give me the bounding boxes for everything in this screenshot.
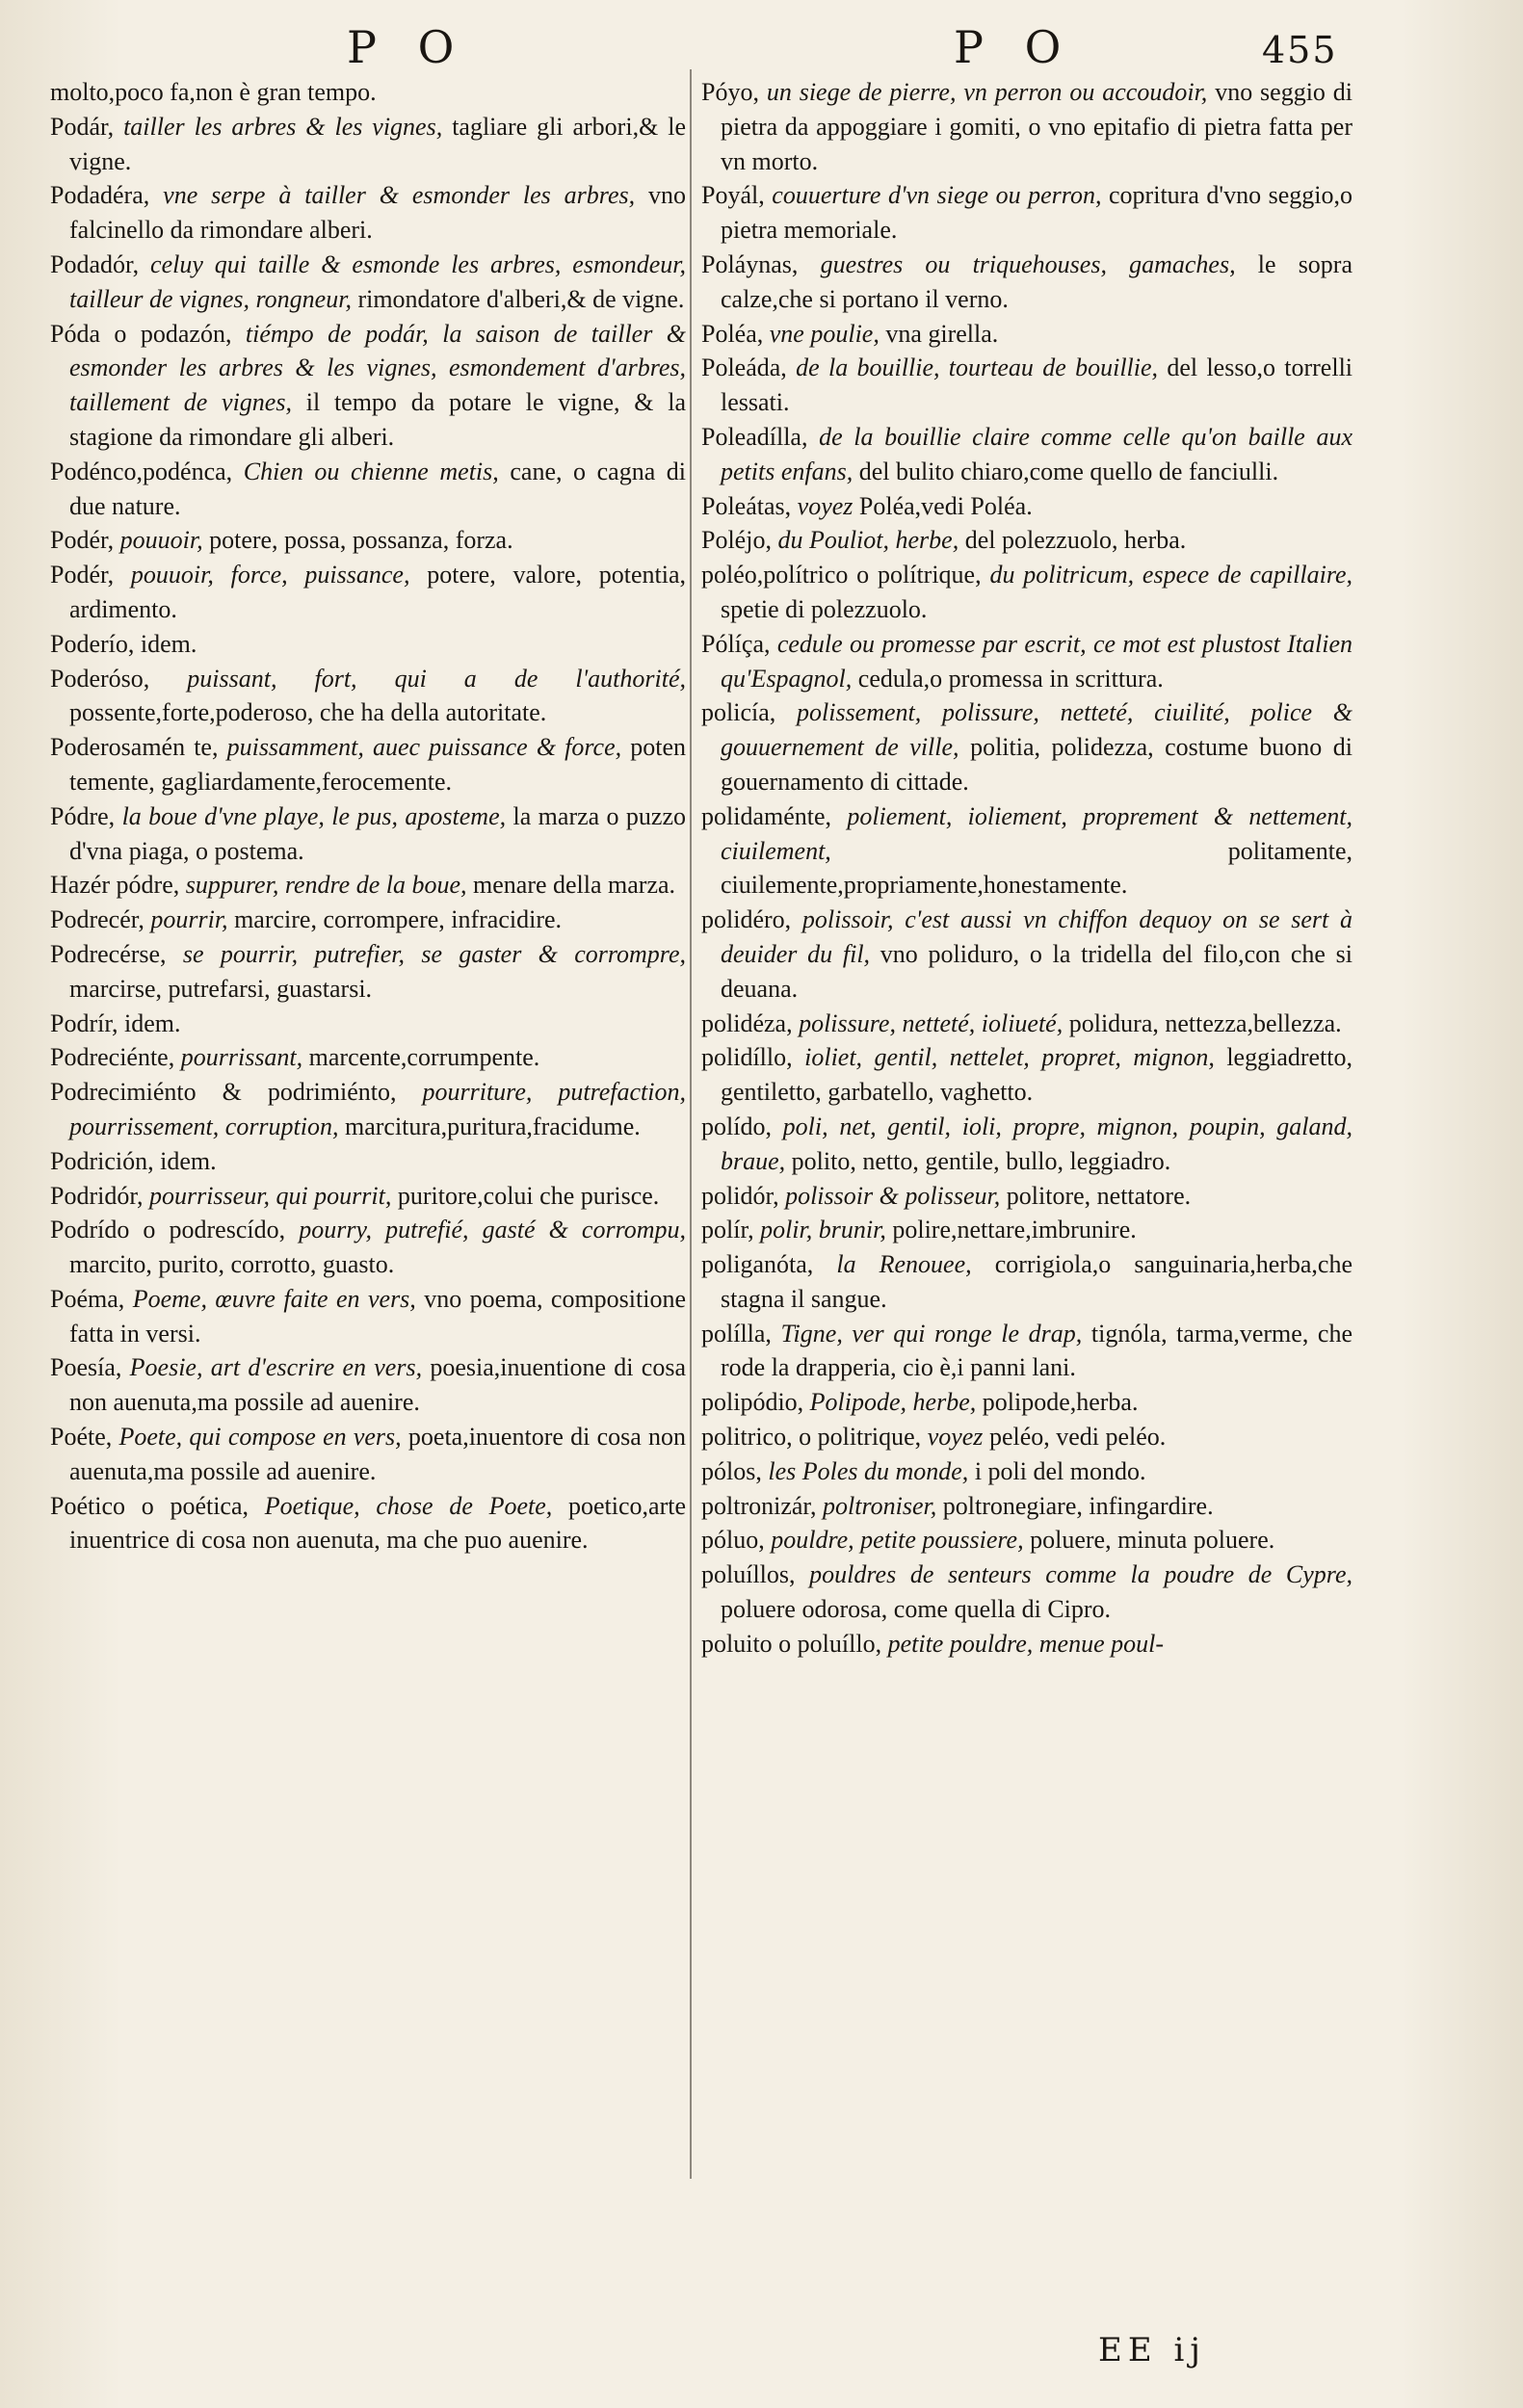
- headword: Poleátas,: [701, 491, 792, 520]
- headword: polidéro,: [701, 905, 792, 934]
- dictionary-entry: [50, 558, 686, 627]
- dictionary-entry: [701, 1040, 1352, 1110]
- dictionary-entry: [701, 1489, 1352, 1524]
- headword: Póyo,: [701, 78, 759, 106]
- headword: Poleadílla,: [701, 422, 808, 451]
- dictionary-entry: [701, 1007, 1352, 1041]
- french-gloss: polissement, polissure, netteté, ciuilité, police & gouuernement de ville,: [721, 698, 1353, 762]
- dictionary-entry: [701, 1385, 1352, 1420]
- italian-gloss: politia, polidezza, costume buono di gouernamento di cittade.: [721, 733, 1353, 796]
- french-gloss: la Renouee,: [836, 1250, 972, 1279]
- french-gloss: petite pouldre, menue poul-: [887, 1629, 1164, 1658]
- french-gloss: Chien ou chienne metis,: [243, 457, 499, 485]
- italian-gloss: copritura d'vno seggio,o pietra memoriale.: [721, 181, 1353, 245]
- french-gloss: se pourrir, putrefier, se gaster & corrompre,: [182, 939, 686, 968]
- dictionary-entry: [701, 420, 1352, 489]
- french-gloss: Poesie, art d'escrire en vers,: [129, 1353, 423, 1382]
- headword: Podrído o podrescído,: [50, 1216, 286, 1244]
- headword: Poético o poética,: [50, 1491, 249, 1520]
- french-gloss: poli, net, gentil, ioli, propre, mignon, poupin, galand, braue,: [721, 1112, 1353, 1175]
- french-gloss: Poete, qui compose en vers,: [118, 1423, 402, 1452]
- headword: polidór,: [701, 1181, 779, 1210]
- italian-gloss: poluere odorosa, come quella di Cipro.: [721, 1595, 1112, 1624]
- french-gloss: voyez: [927, 1423, 984, 1452]
- dictionary-entry: [50, 1489, 686, 1558]
- french-gloss: guestres ou triquehouses, gamaches,: [820, 249, 1236, 278]
- dictionary-entry: [701, 178, 1352, 248]
- italian-gloss: tignóla, tarma,verme, che rode la drapperia, cio è,i panni lani.: [721, 1319, 1352, 1382]
- dictionary-entry: [50, 1282, 686, 1351]
- headword: polidaménte,: [701, 801, 832, 830]
- italian-gloss: polire,nettare,imbrunire.: [892, 1216, 1137, 1244]
- dictionary-entry: [50, 178, 686, 248]
- dictionary-entry: [50, 317, 686, 455]
- french-gloss: Tigne, ver qui ronge le drap,: [780, 1319, 1083, 1348]
- dictionary-entry: [50, 455, 686, 524]
- left-column: [50, 75, 686, 1557]
- italian-gloss: idem.: [160, 1146, 217, 1175]
- dictionary-entry: [50, 627, 686, 662]
- headword: poliganóta,: [701, 1250, 814, 1279]
- headword: Póda o podazón,: [50, 319, 232, 348]
- italian-gloss: polipode,herba.: [982, 1388, 1139, 1417]
- dictionary-entry: [50, 868, 686, 903]
- french-gloss: tailler les arbres & les vignes,: [123, 112, 443, 141]
- french-gloss: polissure, netteté, ioliueté,: [799, 1008, 1063, 1037]
- italian-gloss: possente,forte,poderoso, che ha della autoritate.: [69, 698, 547, 727]
- page-number: 455: [1262, 29, 1338, 71]
- italian-gloss: del lesso,o torrelli lessati.: [721, 353, 1353, 417]
- dictionary-entry: [701, 799, 1352, 903]
- dictionary-entry: [50, 1213, 686, 1282]
- headword: Podénco,podénca,: [50, 457, 233, 485]
- dictionary-entry: [701, 695, 1352, 798]
- french-gloss: cedule ou promesse par escrit, ce mot est plustost Italien qu'Espagnol,: [721, 629, 1352, 693]
- headword: Hazér pódre,: [50, 871, 180, 900]
- headword: polidíllo,: [701, 1043, 793, 1072]
- italian-gloss: politore, nettatore.: [1006, 1181, 1192, 1210]
- italian-gloss: del bulito chiaro,come quello de fanciulli.: [858, 457, 1279, 485]
- headword: poléo,polítrico o polítrique,: [701, 561, 982, 589]
- italian-gloss: peléo, vedi peléo.: [988, 1423, 1167, 1452]
- headword: Poléjo,: [701, 526, 772, 555]
- right-column: [701, 75, 1352, 1662]
- italian-gloss: poesia,inuentione di cosa non auenuta,ma possile ad auenire.: [69, 1353, 687, 1417]
- dictionary-entry: [50, 1007, 686, 1041]
- italian-gloss: marcirse, putrefarsi, guastarsi.: [69, 974, 373, 1003]
- french-gloss: un siege de pierre, vn perron ou accoudoir,: [766, 78, 1208, 106]
- italian-gloss: il tempo da potare le vigne, & la stagione da rimondare gli alberi.: [69, 388, 687, 451]
- italian-gloss: politamente, ciuilemente,propriamente,honestamente.: [721, 836, 1352, 900]
- headword: Poderosamén te,: [50, 733, 219, 762]
- dictionary-entry: [701, 1213, 1352, 1247]
- french-gloss: Polipode, herbe,: [809, 1388, 977, 1417]
- french-gloss: la boue d'vne playe, le pus, aposteme,: [121, 801, 507, 830]
- french-gloss: polir, brunir,: [760, 1216, 886, 1244]
- dictionary-entry: [50, 1420, 686, 1489]
- french-gloss: poltroniser,: [823, 1491, 937, 1520]
- italian-gloss: vno poema, compositione fatta in versi.: [69, 1284, 687, 1348]
- headword: pólos,: [701, 1456, 762, 1485]
- headword: Poláynas,: [701, 249, 799, 278]
- dictionary-entry: [701, 1420, 1352, 1454]
- italian-gloss: Poléa,vedi Poléa.: [858, 491, 1033, 520]
- french-gloss: couuerture d'vn siege ou perron,: [772, 181, 1102, 210]
- italian-gloss: leggiadretto, gentiletto, garbatello, vaghetto.: [721, 1043, 1353, 1107]
- italian-gloss: menare della marza.: [473, 871, 676, 900]
- headword: Podrecimiénto & podrimiénto,: [50, 1078, 397, 1107]
- headword: Podér,: [50, 526, 115, 555]
- french-gloss: pourrisseur, qui pourrit,: [148, 1181, 392, 1210]
- french-gloss: pouldres de senteurs comme la poudre de Cypre,: [809, 1560, 1352, 1589]
- headword: Pódre,: [50, 801, 116, 830]
- french-gloss: poliement, ioliement, proprement & nettement, ciuilement,: [721, 801, 1352, 865]
- italian-gloss: idem.: [123, 1008, 181, 1037]
- dictionary-entry: [701, 248, 1352, 317]
- dictionary-entry: [50, 523, 686, 558]
- dictionary-entry: [701, 627, 1352, 696]
- french-gloss: de la bouillie claire comme celle qu'on baille aux petits enfans,: [721, 422, 1352, 485]
- dictionary-entry: [50, 75, 686, 110]
- headword: Poleáda,: [701, 353, 787, 382]
- headword: Podridór,: [50, 1181, 144, 1210]
- signature-mark: EE ij: [1098, 2331, 1206, 2369]
- headword: Poéte,: [50, 1423, 113, 1452]
- dictionary-entry: [50, 1179, 686, 1214]
- italian-gloss: poeta,inuentore di cosa non auenuta,ma possile ad auenire.: [69, 1423, 687, 1485]
- dictionary-entry: [50, 937, 686, 1007]
- french-gloss: polissoir, c'est aussi vn chiffon dequoy on se sert à deuider du fil,: [721, 905, 1353, 968]
- italian-gloss: poluere, minuta poluere.: [1030, 1526, 1275, 1555]
- italian-gloss: molto,poco fa,non è gran tempo.: [50, 78, 377, 106]
- dictionary-entry: [50, 248, 686, 317]
- italian-gloss: rimondatore d'alberi,& de vigne.: [357, 284, 685, 313]
- dictionary-entry: [50, 1144, 686, 1179]
- french-gloss: Poetique, chose de Poete,: [264, 1491, 553, 1520]
- dictionary-entry: [50, 730, 686, 799]
- headword: politrico, o politrique,: [701, 1423, 922, 1452]
- italian-gloss: cedula,o promessa in scrittura.: [857, 664, 1164, 693]
- headword: Poyál,: [701, 181, 765, 210]
- italian-gloss: marcente,corrumpente.: [308, 1043, 540, 1072]
- french-gloss: tiémpo de podár, la saison de tailler & esmonder les arbres & les vignes, esmondement d'arbres, taillement de vignes,: [69, 319, 686, 417]
- headword: Podrecér,: [50, 905, 144, 934]
- french-gloss: de la bouillie, tourteau de bouillie,: [796, 353, 1159, 382]
- italian-gloss: vna girella.: [885, 319, 999, 348]
- headword: poluíllos,: [701, 1560, 796, 1589]
- italian-gloss: puritore,colui che purisce.: [397, 1181, 660, 1210]
- headword: Podreciénte,: [50, 1043, 175, 1072]
- italian-gloss: poltronegiare, infingardire.: [942, 1491, 1214, 1520]
- headword: Podrición,: [50, 1146, 154, 1175]
- italian-gloss: la marza o puzzo d'vna piaga, o postema.: [69, 801, 687, 865]
- headword: polílla,: [701, 1319, 772, 1348]
- french-gloss: du politricum, espece de capillaire,: [989, 561, 1353, 589]
- french-gloss: ioliet, gentil, nettelet, propret, mignon,: [804, 1043, 1215, 1072]
- french-gloss: pourry, putrefié, gasté & corrompu,: [299, 1216, 686, 1244]
- headword: policía,: [701, 698, 776, 727]
- headword: poltronizár,: [701, 1491, 817, 1520]
- french-gloss: pouldre, petite poussiere,: [771, 1526, 1024, 1555]
- dictionary-entry: [50, 1350, 686, 1420]
- headword: Podrír,: [50, 1008, 118, 1037]
- italian-gloss: del polezzuolo, herba.: [964, 526, 1187, 555]
- dictionary-entry: [50, 1075, 686, 1144]
- french-gloss: puissant, fort, qui a de l'authorité,: [187, 664, 686, 693]
- dictionary-entry: [701, 1627, 1352, 1662]
- italian-gloss: marcito, purito, corrotto, guasto.: [69, 1250, 395, 1279]
- french-gloss: voyez: [797, 491, 853, 520]
- headword: Podadéra,: [50, 181, 150, 210]
- italian-gloss: corrigiola,o sanguinaria,herba,che stagna il sangue.: [721, 1250, 1353, 1313]
- italian-gloss: cane, o cagna di due nature.: [69, 457, 687, 520]
- headword: polír,: [701, 1216, 754, 1244]
- french-gloss: vne serpe à tailler & esmonder les arbres,: [163, 181, 636, 210]
- dictionary-entry: [701, 317, 1352, 352]
- headword: poluito o poluíllo,: [701, 1629, 882, 1658]
- headword: Pólíça,: [701, 629, 771, 658]
- french-gloss: vne poulie,: [769, 319, 880, 348]
- headword: Podrecérse,: [50, 939, 167, 968]
- dictionary-entry: [701, 1247, 1352, 1317]
- column-divider: [690, 69, 692, 2179]
- dictionary-entry: [701, 903, 1352, 1006]
- french-gloss: pourrissant,: [180, 1043, 303, 1072]
- italian-gloss: poetico,arte inuentrice di cosa non auenuta, ma che puo auenire.: [69, 1491, 687, 1555]
- french-gloss: pouuoir,: [119, 526, 203, 555]
- italian-gloss: vno falcinello da rimondare alberi.: [69, 181, 687, 245]
- italian-gloss: i poli del mondo.: [974, 1456, 1146, 1485]
- dictionary-entry: [701, 489, 1352, 524]
- italian-gloss: spetie di polezzuolo.: [721, 594, 928, 623]
- dictionary-entry: [701, 1454, 1352, 1489]
- french-gloss: pouuoir, force, puissance,: [130, 561, 410, 589]
- dictionary-entry: [50, 662, 686, 731]
- dictionary-entry: [50, 799, 686, 869]
- italian-gloss: potere, possa, possanza, forza.: [209, 526, 513, 555]
- dictionary-entry: [701, 1317, 1352, 1386]
- headword: Podadór,: [50, 249, 140, 278]
- french-gloss: polissoir & polisseur,: [785, 1181, 1001, 1210]
- dictionary-entry: [701, 523, 1352, 558]
- italian-gloss: polito, netto, gentile, bullo, leggiadro.: [791, 1146, 1171, 1175]
- french-gloss: pourriture, putrefaction, pourrissement, corruption,: [69, 1078, 686, 1140]
- headword: polidéza,: [701, 1008, 793, 1037]
- headword: Poderóso,: [50, 664, 150, 693]
- headword: polipódio,: [701, 1388, 804, 1417]
- dictionary-entry: [50, 1040, 686, 1075]
- italian-gloss: marcitura,puritura,fracidume.: [345, 1112, 641, 1140]
- french-gloss: puissamment, auec puissance & force,: [226, 733, 622, 762]
- dictionary-entry: [701, 558, 1352, 627]
- dictionary-entry: [50, 903, 686, 937]
- italian-gloss: potere, valore, potentia, ardimento.: [69, 561, 686, 623]
- dictionary-entry: [701, 1557, 1352, 1627]
- italian-gloss: vno seggio di pietra da appoggiare i gomiti, o vno epitafio di pietra fatta per vn morto.: [721, 78, 1353, 175]
- headword: Podér,: [50, 561, 115, 589]
- running-head-right: P O: [954, 21, 1075, 73]
- headword: Poderío,: [50, 629, 135, 658]
- running-head-left: P O: [347, 21, 468, 73]
- italian-gloss: idem.: [140, 629, 197, 658]
- french-gloss: celuy qui taille & esmonde les arbres, esmondeur, tailleur de vignes, rongneur,: [69, 249, 687, 313]
- headword: polído,: [701, 1112, 772, 1140]
- french-gloss: du Pouliot, herbe,: [777, 526, 959, 555]
- dictionary-entry: [50, 110, 686, 179]
- italian-gloss: marcire, corrompere, infracidire.: [234, 905, 563, 934]
- french-gloss: suppurer, rendre de la boue,: [185, 871, 467, 900]
- dictionary-entry: [701, 351, 1352, 420]
- headword: Poesía,: [50, 1353, 122, 1382]
- dictionary-entry: [701, 1179, 1352, 1214]
- headword: Poéma,: [50, 1284, 125, 1313]
- italian-gloss: poten temente, gagliardamente,ferocemente.: [69, 733, 687, 796]
- dictionary-entry: [701, 75, 1352, 178]
- italian-gloss: tagliare gli arbori,& le vigne.: [69, 112, 687, 175]
- italian-gloss: polidura, nettezza,bellezza.: [1068, 1008, 1342, 1037]
- french-gloss: pourrir,: [150, 905, 228, 934]
- headword: Poléa,: [701, 319, 764, 348]
- french-gloss: Poeme, œuvre faite en vers,: [132, 1284, 416, 1313]
- french-gloss: les Poles du monde,: [768, 1456, 969, 1485]
- italian-gloss: vno poliduro, o la tridella del filo,con che si deuana.: [721, 939, 1352, 1003]
- dictionary-entry: [701, 1523, 1352, 1557]
- headword: Podár,: [50, 112, 115, 141]
- headword: póluo,: [701, 1526, 765, 1555]
- dictionary-entry: [701, 1110, 1352, 1179]
- italian-gloss: le sopra calze,che si portano il verno.: [721, 249, 1353, 313]
